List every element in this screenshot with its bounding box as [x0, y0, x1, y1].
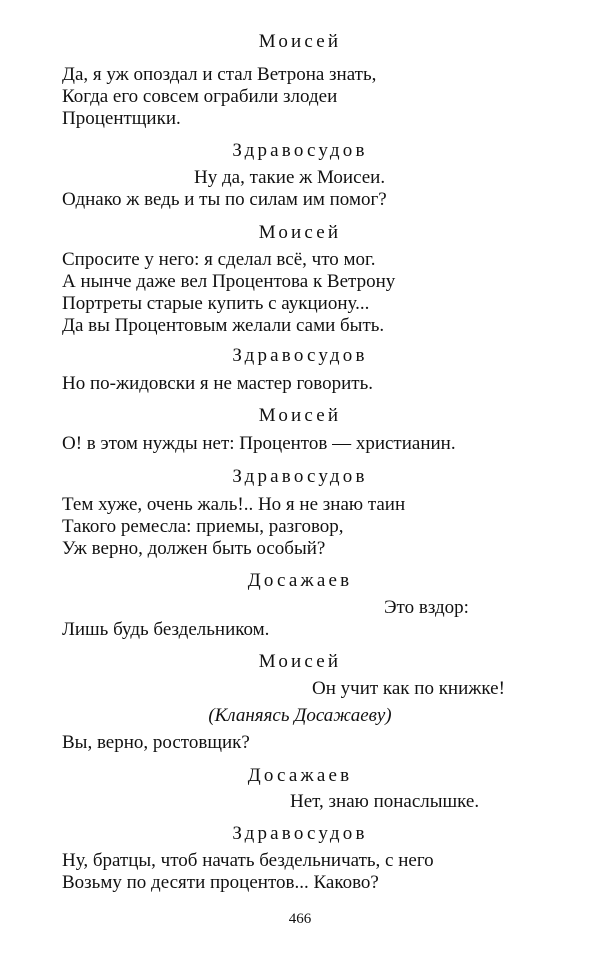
speaker-name: Моисей [258, 405, 342, 426]
verse-line: Спросите у него: я сделал всё, что мог. [62, 249, 376, 270]
verse-line: Ну, братцы, чтоб начать бездельничать, с него [62, 850, 434, 871]
speaker-name: Моисей [258, 222, 342, 243]
speaker-name: Здравосудов [232, 466, 368, 487]
verse-line: Тем хуже, очень жаль!.. Но я не знаю таин [62, 494, 406, 515]
verse-line: Когда его совсем ограбили злодеи [62, 86, 338, 107]
speaker-name: Досажаев [247, 570, 353, 591]
verse-line: Да вы Процентовым желали сами быть. [62, 315, 385, 336]
verse-line: Однако ж ведь и ты по силам им помог? [62, 189, 387, 210]
verse-line: Такого ремесла: приемы, разговор, [62, 516, 344, 537]
verse-line: Лишь будь бездельником. [62, 619, 270, 640]
verse-line: Это вздор: [384, 597, 469, 618]
stage-direction: (Кланяясь Досажаеву) [208, 705, 392, 726]
speaker-name: Моисей [258, 31, 342, 52]
verse-line: Ну да, такие ж Моисеи. [194, 167, 386, 188]
speaker-name: Здравосудов [232, 140, 368, 161]
verse-line: А нынче даже вел Процентова к Ветрону [62, 271, 396, 292]
verse-line: Портреты старые купить с аукциону... [62, 293, 370, 314]
verse-line: Но по-жидовски я не мастер говорить. [62, 373, 374, 394]
speaker-name: Моисей [258, 651, 342, 672]
verse-line: Нет, знаю понаслышке. [290, 791, 480, 812]
verse-line: Процентщики. [62, 108, 181, 129]
speaker-name: Здравосудов [232, 345, 368, 366]
speaker-name: Досажаев [247, 765, 353, 786]
verse-line: Возьму по десяти процентов... Каково? [62, 872, 379, 893]
verse-line: Он учит как по книжке! [312, 678, 505, 699]
speaker-name: Здравосудов [232, 823, 368, 844]
verse-line: Уж верно, должен быть особый? [62, 538, 326, 559]
verse-line: Вы, верно, ростовщик? [62, 732, 250, 753]
page-number: 466 [288, 911, 312, 927]
verse-line: О! в этом нужды нет: Процентов — христианин. [62, 433, 456, 454]
verse-line: Да, я уж опоздал и стал Ветрона знать, [62, 64, 377, 85]
